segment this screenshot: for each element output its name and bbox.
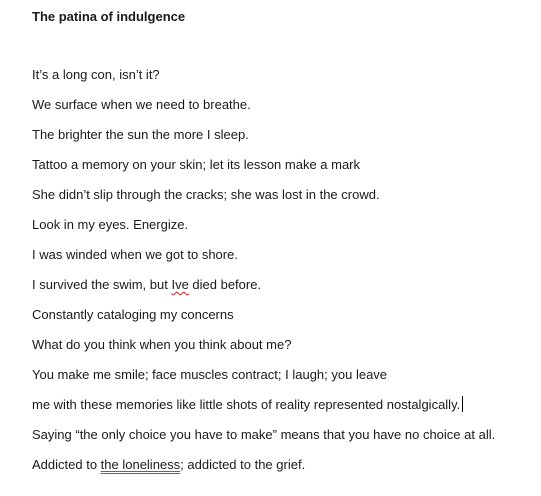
- poem-line-7[interactable]: [32, 246, 495, 276]
- poem-line-3[interactable]: [32, 126, 495, 156]
- poem-line-text: What do you think when you think about me?: [32, 337, 292, 352]
- poem-line-14[interactable]: [32, 456, 495, 486]
- poem-line-9[interactable]: [32, 306, 495, 336]
- poem-line-1[interactable]: [32, 66, 495, 96]
- poem-line-text: Constantly cataloging my concerns: [32, 307, 234, 322]
- poem-line-5[interactable]: [32, 186, 495, 216]
- poem-line-text: The brighter the sun the more I sleep.: [32, 127, 249, 142]
- text-cursor: [462, 396, 463, 412]
- poem-line-text: me with these memories like little shots of reality represented nostalgically.: [32, 397, 461, 412]
- poem-line-text: She didn’t slip through the cracks; she was lost in the crowd.: [32, 187, 380, 202]
- poem-body: [32, 66, 495, 486]
- poem-line-13[interactable]: [32, 426, 495, 456]
- poem-line-text: Addicted to: [32, 457, 101, 472]
- poem-line-text: You make me smile; face muscles contract; I laugh; you leave: [32, 367, 388, 382]
- document-page[interactable]: [32, 0, 541, 496]
- poem-line-text: Saying “the only choice you have to make” means that you have no choice at all.: [32, 427, 496, 442]
- poem-line-text: We surface when we need to breathe.: [32, 97, 251, 112]
- document-title: The patina of indulgence: [32, 9, 186, 24]
- poem-line-8[interactable]: [32, 276, 495, 306]
- poem-line-text: Look in my eyes. Energize.: [32, 217, 189, 232]
- poem-line-12[interactable]: [32, 396, 495, 426]
- spelling-error-word[interactable]: Ive: [171, 277, 189, 292]
- poem-line-11[interactable]: [32, 366, 495, 396]
- poem-line-10[interactable]: [32, 336, 495, 366]
- poem-line-text: died before.: [188, 277, 262, 292]
- poem-line-text: It’s a long con, isn’t it?: [32, 67, 160, 82]
- poem-line-text: I was winded when we got to shore.: [32, 247, 238, 262]
- poem-line-text: ; addicted to the grief.: [180, 457, 306, 472]
- poem-line-4[interactable]: [32, 156, 495, 186]
- poem-line-2[interactable]: [32, 96, 495, 126]
- poem-line-text: Tattoo a memory on your skin; let its lesson make a mark: [32, 157, 361, 172]
- poem-line-6[interactable]: [32, 216, 495, 246]
- grammar-flagged-phrase[interactable]: the loneliness: [100, 457, 181, 472]
- poem-line-text: I survived the swim, but: [32, 277, 172, 292]
